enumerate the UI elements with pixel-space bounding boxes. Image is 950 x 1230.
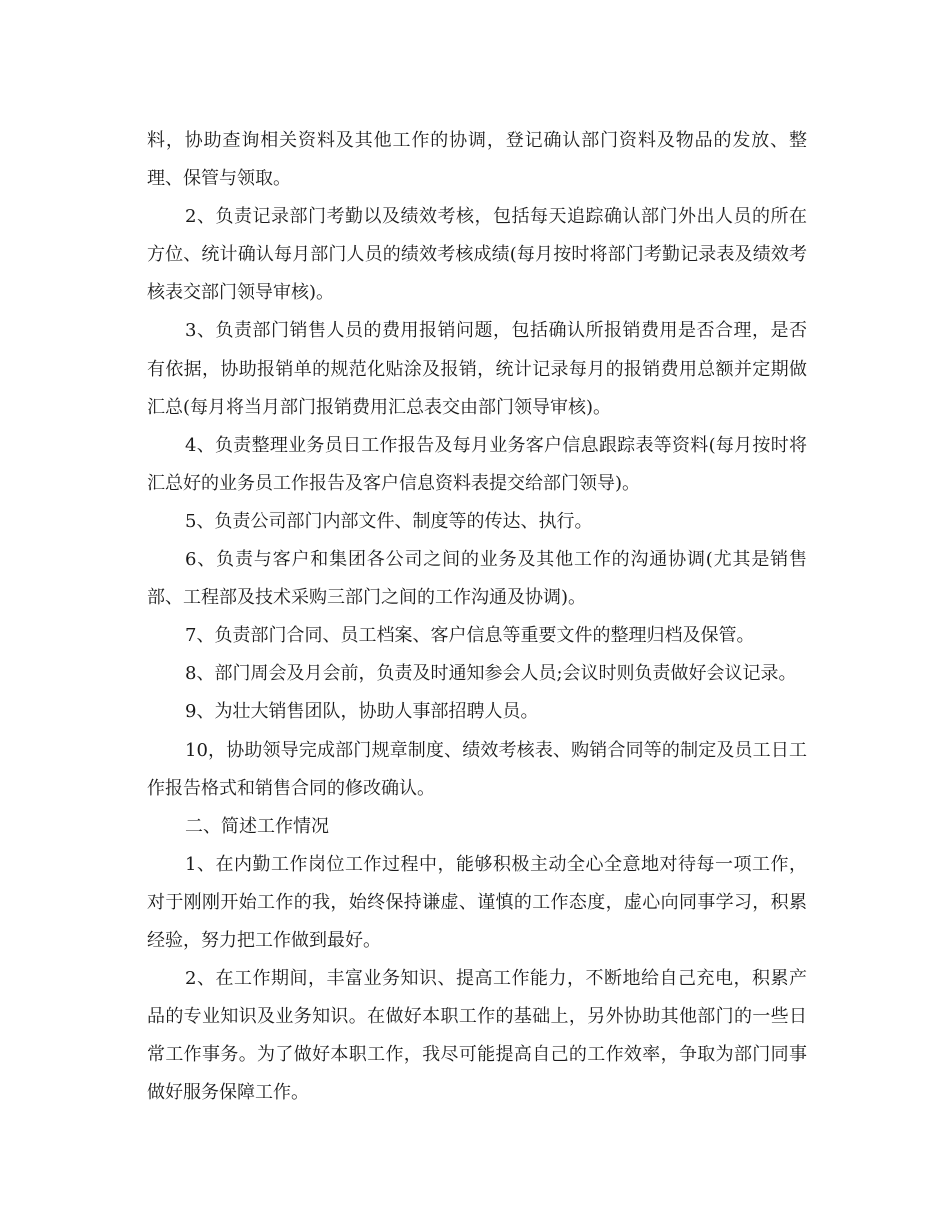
paragraph-duty-7: 7、负责部门合同、员工档案、客户信息等重要文件的整理归档及保管。 xyxy=(185,625,755,647)
paragraph-duty-5: 5、负责公司部门内部文件、制度等的传达、执行。 xyxy=(185,510,593,532)
paragraph-duty-8: 8、部门周会及月会前，负责及时通知参会人员;会议时则负责做好会议记录。 xyxy=(185,663,797,685)
paragraph-duty-9: 9、为壮大销售团队，协助人事部招聘人员。 xyxy=(185,701,539,723)
paragraph-duty-3: 3、负责部门销售人员的费用报销问题，包括确认所报销费用是否合理，是否有依据，协助报销单的规范化贴涂及报销，统计记录每月的报销费用总额并定期做汇总(每月将当月部门报销费用汇总表交由部门领导审核)。 xyxy=(147,320,807,418)
paragraph-continuation: 料，协助查询相关资料及其他工作的协调，登记确认部门资料及物品的发放、整理、保管与领取。 xyxy=(147,130,807,190)
paragraph-duty-2: 2、负责记录部门考勤以及绩效考核，包括每天追踪确认部门外出人员的所在方位、统计确认每月部门人员的绩效考核成绩(每月按时将部门考勤记录表及绩效考核表交部门领导审核)。 xyxy=(147,206,807,304)
paragraph-duty-10: 10，协助领导完成部门规章制度、绩效考核表、购销合同等的制定及员工日工作报告格式和销售合同的修改确认。 xyxy=(147,739,807,799)
paragraph-work-2: 2、在工作期间，丰富业务知识、提高工作能力，不断地给自己充电，积累产品的专业知识及业务知识。在做好本职工作的基础上，另外协助其他部门的一些日常工作事务。为了做好本职工作，我尽可能提高自己的工作效率，争取为部门同事做好服务保障工作。 xyxy=(147,968,807,1104)
paragraph-duty-6: 6、负责与客户和集团各公司之间的业务及其他工作的沟通协调(尤其是销售部、工程部及技术采购三部门之间的工作沟通及协调)。 xyxy=(147,549,807,609)
section-heading: 二、简述工作情况 xyxy=(185,815,329,837)
document-body xyxy=(147,122,807,1112)
paragraph-duty-4: 4、负责整理业务员日工作报告及每月业务客户信息跟踪表等资料(每月按时将汇总好的业务员工作报告及客户信息资料表提交给部门领导)。 xyxy=(147,434,807,494)
paragraph-work-1: 1、在内勤工作岗位工作过程中，能够积极主动全心全意地对待每一项工作，对于刚刚开始工作的我，始终保持谦虚、谨慎的工作态度，虚心向同事学习，积累经验，努力把工作做到最好。 xyxy=(147,853,807,951)
